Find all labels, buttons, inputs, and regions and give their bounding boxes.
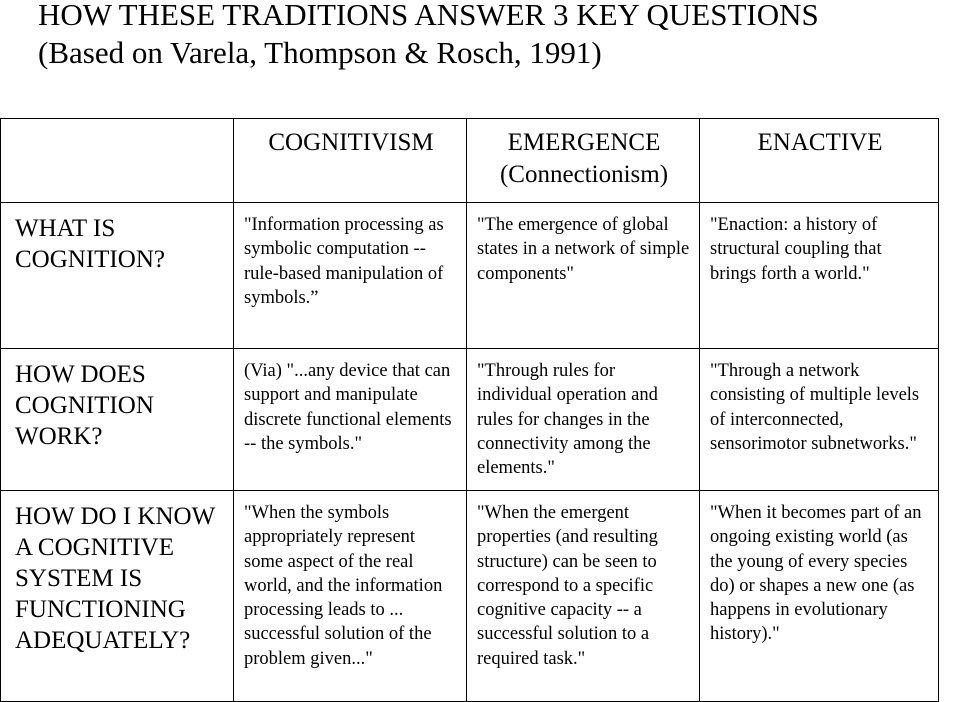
cell-emergence: "Through rules for individual operation and rules for changes in the connectivity among the elements."	[467, 349, 700, 491]
title-line-1: HOW THESE TRADITIONS ANSWER 3 KEY QUESTIONS	[38, 0, 819, 32]
question-how-does-cognition-work: HOW DOES COGNITION WORK?	[1, 349, 234, 491]
cell-enactive: "Through a network consisting of multiple levels of interconnected, sensorimotor subnetworks."	[700, 349, 939, 491]
page-title	[38, 0, 958, 72]
question-how-do-i-know: HOW DO I KNOW A COGNITIVE SYSTEM IS FUNCTIONING ADEQUATELY?	[1, 491, 234, 702]
cell-cognitivism: "When the symbols appropriately represent some aspect of the real world, and the information processing leads to ... successful solution of the problem given..."	[234, 491, 467, 702]
table-row	[1, 349, 939, 491]
header-emergence: EMERGENCE (Connectionism)	[467, 119, 700, 203]
header-row	[1, 119, 939, 203]
title-line-2: (Based on Varela, Thompson & Rosch, 1991)	[38, 35, 602, 70]
cell-emergence: "When the emergent properties (and resulting structure) can be seen to correspond to a specific cognitive capacity -- a successful solution to a required task."	[467, 491, 700, 702]
cell-enactive: "Enaction: a history of structural coupling that brings forth a world."	[700, 203, 939, 349]
comparison-table	[0, 118, 939, 702]
cell-emergence: "The emergence of global states in a network of simple components"	[467, 203, 700, 349]
table-row	[1, 203, 939, 349]
header-cognitivism: COGNITIVISM	[234, 119, 467, 203]
cell-cognitivism: (Via) "...any device that can support and manipulate discrete functional elements -- the symbols."	[234, 349, 467, 491]
header-empty-cell	[1, 119, 234, 203]
table-row	[1, 491, 939, 702]
question-what-is-cognition: WHAT IS COGNITION?	[1, 203, 234, 349]
cell-cognitivism: "Information processing as symbolic computation -- rule-based manipulation of symbols.”	[234, 203, 467, 349]
cell-enactive: "When it becomes part of an ongoing existing world (as the young of every species do) or shapes a new one (as happens in evolutionary history)."	[700, 491, 939, 702]
header-enactive: ENACTIVE	[700, 119, 939, 203]
